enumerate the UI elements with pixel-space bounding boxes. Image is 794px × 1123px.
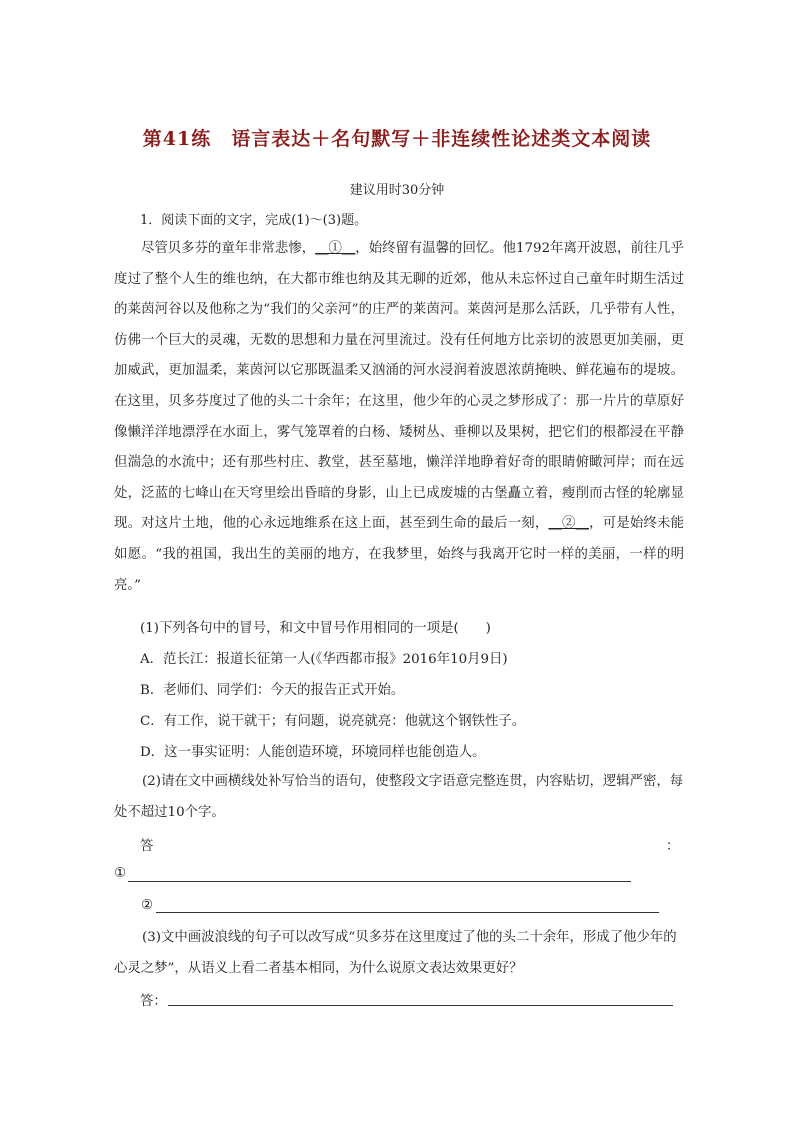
option-d: D．这一事实证明：人能创造环境，环境同样也能创造人。 — [140, 745, 486, 760]
time-hint: 建议用时30分钟 — [349, 183, 445, 198]
blank-1: __①__ — [315, 241, 356, 256]
answer-colon-2: ： — [666, 839, 680, 854]
answer-label-3: 答： — [140, 994, 167, 1009]
page-title: 第41练 语言表达＋名句默写＋非连续性论述类文本阅读 — [142, 128, 652, 150]
reading-passage — [114, 234, 684, 601]
passage-text-start: 尽管贝多芬的童年非常悲惨， — [141, 241, 316, 256]
answer-line-2[interactable] — [156, 912, 659, 913]
option-b: B．老师们、同学们：今天的报告正式开始。 — [140, 683, 405, 698]
passage-text-end: ，可是始终未能如愿。“我的祖国，我出生的美丽的地方，在我梦里，始终与我离开它时一样的美丽，一样的明亮。” — [114, 516, 685, 593]
answer-marker-2: ② — [141, 898, 154, 913]
passage-text-middle: ，始终留有温馨的回忆。他1792年离开波恩，前往几乎度过了整个人生的维也纳，在大都市维也纳及其无聊的近郊，他从未忘怀过自己童年时期生活过的莱茵河谷以及他称之为“我们的父亲河”的庄严的莱茵河。莱茵河是那么活跃，几乎带有人性，仿佛一个巨大的灵魂，无数的思想和力量在河里流过。没有任何地方比亲切的波恩更加美丽，更加威武，更加温柔，莱茵河以它那既温柔又汹涌的河水浸润着波恩浓荫掩映、鲜花遍布的堤坡。在这里，贝多芬度过了他的头二十余年；在这里，他少年的心灵之梦形成了：那一片片的草原好像懒洋洋地漂浮在水面上，雾气笼罩着的白杨、矮树丛、垂柳以及果树，把它们的根都浸在平静但湍急的水流中；还有那些村庄、教堂，甚至墓地，懒洋洋地睁着好奇的眼睛俯瞰河岸；而在远处，泛蓝的七峰山在天穹里绘出昏暗的身影，山上已成废墟的古堡矗立着，瘦削而古怪的轮廓显现。对这片土地，他的心永远地维系在这上面，甚至到生命的最后一刻， — [114, 241, 685, 532]
answer-line-1[interactable] — [128, 881, 631, 882]
sub-question-1-stem: (1)下列各句中的冒号，和文中冒号作用相同的一项是( ) — [140, 621, 491, 636]
blank-2: __②__ — [548, 516, 589, 532]
sub-question-3-stem: (3)文中画波浪线的句子可以改写成“贝多芬在这里度过了他的头二十余年，形成了他少年的心灵之梦”，从语义上看二者基本相同，为什么说原文表达效果更好？ — [114, 930, 677, 976]
question-1-heading: 1．阅读下面的文字，完成(1)～(3)题。 — [140, 213, 368, 228]
answer-line-3[interactable] — [168, 1005, 673, 1006]
option-a: A．范长江：报道长征第一人(《华西都市报》2016年10月9日) — [140, 652, 508, 667]
sub-question-2-stem: (2)请在文中画横线处补写恰当的语句，使整段文字语意完整连贯，内容贴切，逻辑严密，每处不超过10个字。 — [114, 774, 684, 820]
answer-marker-1: ① — [114, 866, 127, 881]
answer-label-2: 答 — [140, 839, 154, 854]
option-c: C．有工作，说干就干；有问题，说亮就亮：他就这个钢铁性子。 — [140, 714, 526, 729]
